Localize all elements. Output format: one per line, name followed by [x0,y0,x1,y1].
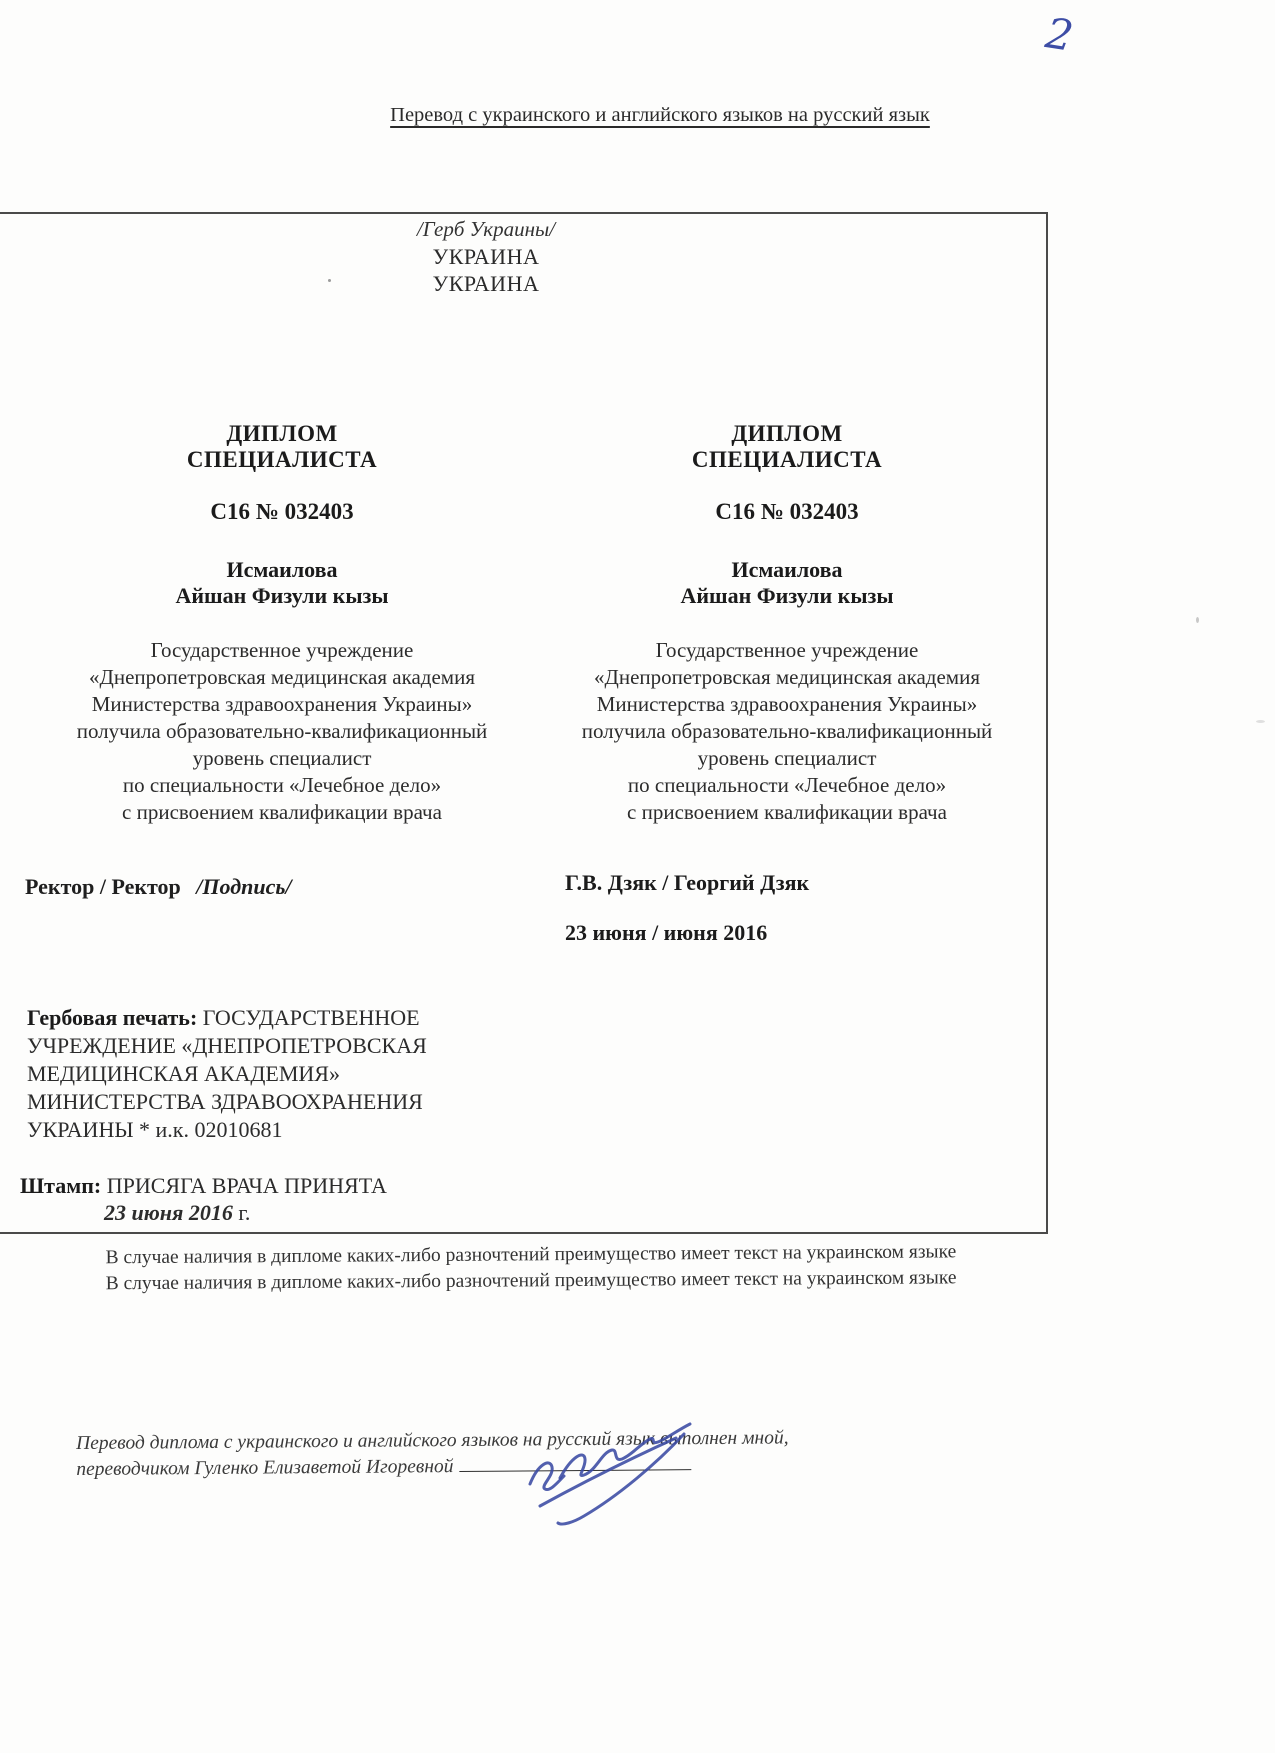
stamp-date-line [104,1199,500,1226]
diploma-number: С16 № 032403 [715,499,859,524]
body-line: Государственное учреждение [150,638,414,662]
body-line: с присвоением квалификации врача [627,800,947,824]
body-line: получила образовательно-квалификационный [581,719,993,743]
language-priority-disclaimer [2,1239,1060,1298]
diploma-title-line2: СПЕЦИАЛИСТА [186,447,378,472]
disclaimer-line1: В случае наличия в дипломе каких-либо разночтений преимущество имеет текст на украинском языке [105,1241,957,1269]
graduate-name [62,557,502,609]
diploma-number: С16 № 032403 [210,499,354,524]
stamp-label: Штамп: [20,1173,102,1198]
scan-artifact-speck [1256,720,1265,723]
graduate-surname: Исмаилова [731,557,843,582]
diploma-date: 23 июня / июня 2016 [565,920,768,945]
seal-line: УЧРЕЖДЕНИЕ «ДНЕПРОПЕТРОВСКАЯ [27,1033,427,1058]
body-line: уровень специалист [697,746,877,770]
body-line: уровень специалист [192,746,372,770]
rector-name: Г.В. Дзяк / Георгий Дзяк [565,870,810,895]
body-line: «Днепропетровская медицинская академия [594,665,980,689]
diploma-title [567,421,1007,473]
translator-statement-line1: Перевод диплома с украинского и английского языков на русский язык выполнен мной, [76,1427,789,1454]
graduate-given-names: Айшан Физули кызы [175,583,389,608]
scan-artifact-speck [1196,617,1199,623]
scan-artifact-speck [328,279,331,282]
graduate-surname: Исмаилова [226,557,338,582]
diploma-column-right [567,421,1007,826]
body-line: Министерства здравоохранения Украины» [596,692,978,716]
diploma-title-line2: СПЕЦИАЛИСТА [691,447,883,472]
seal-line: УКРАИНЫ * и.к. 02010681 [27,1117,283,1142]
graduate-name [567,557,1007,609]
body-line: по специальности «Лечебное дело» [122,773,442,797]
body-line: Государственное учреждение [655,638,919,662]
country-name-line2: УКРАИНА [432,271,540,296]
body-line: Министерства здравоохранения Украины» [91,692,473,716]
diploma-body-text [567,637,1007,826]
body-line: по специальности «Лечебное дело» [627,773,947,797]
seal-line: МИНИСТЕРСТВА ЗДРАВООХРАНЕНИЯ [27,1089,423,1114]
stamp-title: ПРИСЯГА ВРАЧА ПРИНЯТА [106,1173,387,1198]
emblem-note: /Герб Украины/ [416,217,556,241]
oath-stamp-text [20,1172,500,1226]
diploma-title-line1: ДИПЛОМ [226,421,338,446]
emblem-block [0,216,984,297]
seal-line: МЕДИЦИНСКАЯ АКАДЕМИЯ» [27,1061,340,1086]
rector-label: Ректор / Ректор [25,874,181,899]
translation-header-text: Перевод с украинского и английского языков на русский язык [390,104,930,126]
diploma-title [62,421,502,473]
body-line: с присвоением квалификации врача [122,800,442,824]
handwritten-page-number: 2 [1042,8,1077,61]
signature-placeholder-note: /Подпись/ [196,874,292,899]
stamp-date-suffix: г. [238,1200,251,1225]
body-line: «Днепропетровская медицинская академия [89,665,475,689]
rector-signature-line [25,874,292,900]
translator-signature-ink [500,1412,710,1537]
diploma-title-line1: ДИПЛОМ [731,421,843,446]
diploma-column-left [62,421,502,826]
stamp-date: 23 июня 2016 [104,1200,233,1225]
seal-label: Гербовая печать: [27,1005,198,1030]
diploma-body-text [62,637,502,826]
official-seal-text [27,1004,507,1144]
translation-header [45,104,1275,127]
diploma-translation-box [0,212,1048,1234]
seal-line [27,1004,507,1032]
graduate-given-names: Айшан Физули кызы [680,583,894,608]
country-name-line1: УКРАИНА [432,244,540,269]
disclaimer-line2: В случае наличия в дипломе каких-либо разночтений преимущество имеет текст на украинском языке [105,1267,957,1295]
translator-name-text: переводчиком Гуленко Елизаветой Игоревной [76,1455,454,1480]
stamp-line [20,1172,500,1199]
seal-text-part: ГОСУДАРСТВЕННОЕ [202,1005,420,1030]
body-line: получила образовательно-квалификационный [76,719,488,743]
